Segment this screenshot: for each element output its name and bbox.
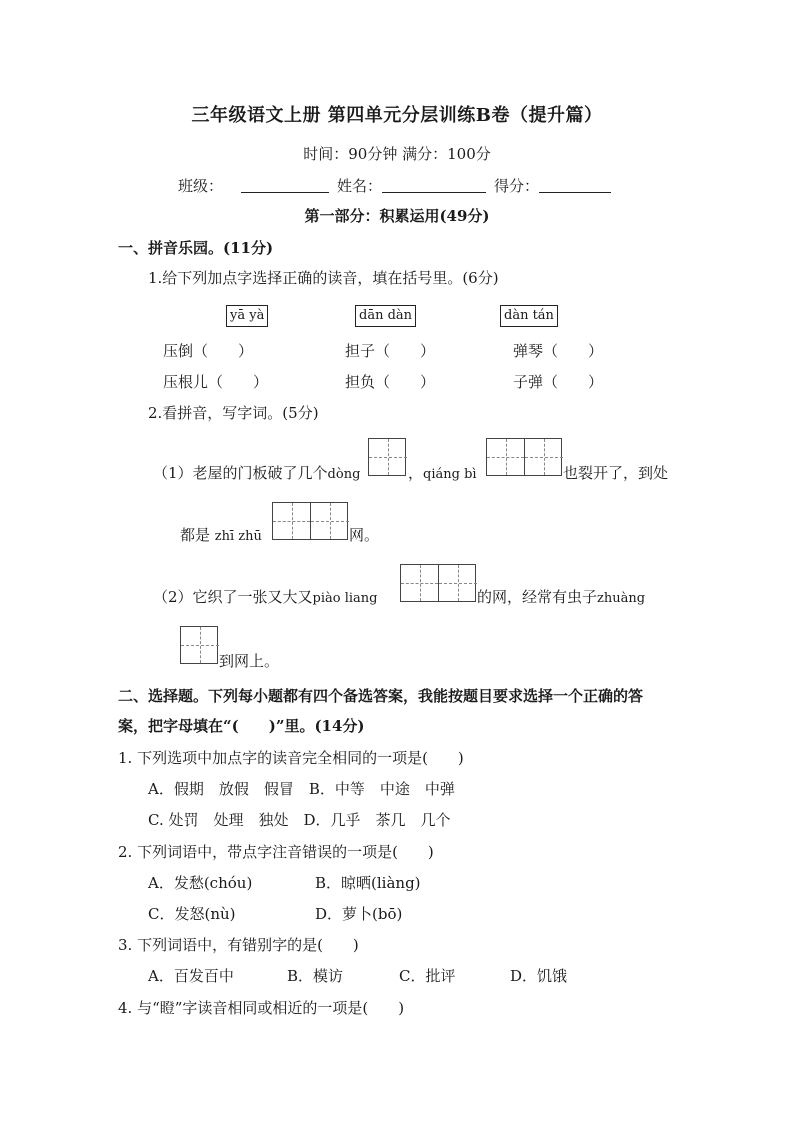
section-two-heading: 案，把字母填在“( )”里。(14分) xyxy=(118,717,365,735)
option-d[interactable]: D．饥饿 xyxy=(510,967,568,985)
class-blank[interactable] xyxy=(241,176,329,193)
name-label: 姓名： xyxy=(337,177,383,195)
question-1-1: 1.给下列加点字选择正确的读音，填在括号里。(6分) xyxy=(148,269,499,287)
writing-grid[interactable] xyxy=(272,502,348,540)
pinyin-option-box: dān dàn xyxy=(355,305,416,327)
question-2-4: 4. 与“瞪”字读音相同或相近的一项是( ) xyxy=(118,999,405,1017)
option-c[interactable]: C．发怒(nù) xyxy=(148,905,236,923)
writing-grid[interactable] xyxy=(368,438,406,476)
section-one-heading: 一、拼音乐园。(11分) xyxy=(118,239,274,257)
answer-item[interactable]: 弹琴（ ） xyxy=(513,342,604,360)
exam-meta: 时间：90分钟 满分：100分 xyxy=(303,145,491,163)
class-label: 班级： xyxy=(178,177,224,195)
pinyin-option-box: dàn tán xyxy=(500,305,558,327)
sentence-line: （1）老屋的门板破了几个dòng xyxy=(153,464,361,482)
answer-item[interactable]: 担负（ ） xyxy=(345,373,436,391)
option-a[interactable]: A．百发百中 xyxy=(148,967,234,985)
answer-item[interactable]: 压根儿（ ） xyxy=(163,373,269,391)
answer-item[interactable]: 子弹（ ） xyxy=(513,373,604,391)
name-blank[interactable] xyxy=(382,176,486,193)
part-one-heading: 第一部分：积累运用(49分) xyxy=(304,207,490,225)
option-b[interactable]: B．晾晒(liàng) xyxy=(315,874,421,892)
option-a[interactable]: A．发愁(chóu) xyxy=(148,874,253,892)
sentence-line: （2）它织了一张又大又piào liang xyxy=(153,588,378,606)
question-1-2: 2.看拼音，写字词。(5分) xyxy=(148,404,319,422)
question-2-3: 3. 下列词语中，有错别字的是( ) xyxy=(118,936,359,954)
option-c[interactable]: C．批评 xyxy=(399,967,456,985)
writing-grid[interactable] xyxy=(180,626,218,664)
score-blank[interactable] xyxy=(539,176,611,193)
options-line: A．假期 放假 假冒 B．中等 中途 中弹 xyxy=(148,780,455,798)
option-b[interactable]: B．模访 xyxy=(287,967,344,985)
options-line: C. 处罚 处理 独处 D．几乎 茶几 几个 xyxy=(148,811,451,829)
sentence-line: 也裂开了，到处 xyxy=(563,464,669,482)
page-title: 三年级语文上册 第四单元分层训练B卷（提升篇） xyxy=(191,105,603,126)
answer-item[interactable]: 压倒（ ） xyxy=(163,342,254,360)
student-info xyxy=(178,176,611,196)
writing-grid[interactable] xyxy=(400,564,476,602)
sentence-line: 都是 zhī zhū xyxy=(180,526,262,544)
answer-item[interactable]: 担子（ ） xyxy=(345,342,436,360)
sentence-line: ，qiáng bì xyxy=(408,464,477,482)
sentence-line: 到网上。 xyxy=(219,652,280,670)
question-2-1: 1. 下列选项中加点字的读音完全相同的一项是( ) xyxy=(118,749,464,767)
question-2-2: 2. 下列词语中，带点字注音错误的一项是( ) xyxy=(118,843,434,861)
sentence-line: 网。 xyxy=(349,526,380,544)
option-d[interactable]: D．萝卜(bō) xyxy=(315,905,403,923)
score-label: 得分： xyxy=(494,177,540,195)
section-two-heading: 二、选择题。下列每小题都有四个备选答案，我能按题目要求选择一个正确的答 xyxy=(118,687,644,705)
pinyin-option-box: yā yà xyxy=(226,305,268,327)
writing-grid[interactable] xyxy=(486,438,562,476)
sentence-line: 的网，经常有虫子zhuàng xyxy=(477,588,646,606)
